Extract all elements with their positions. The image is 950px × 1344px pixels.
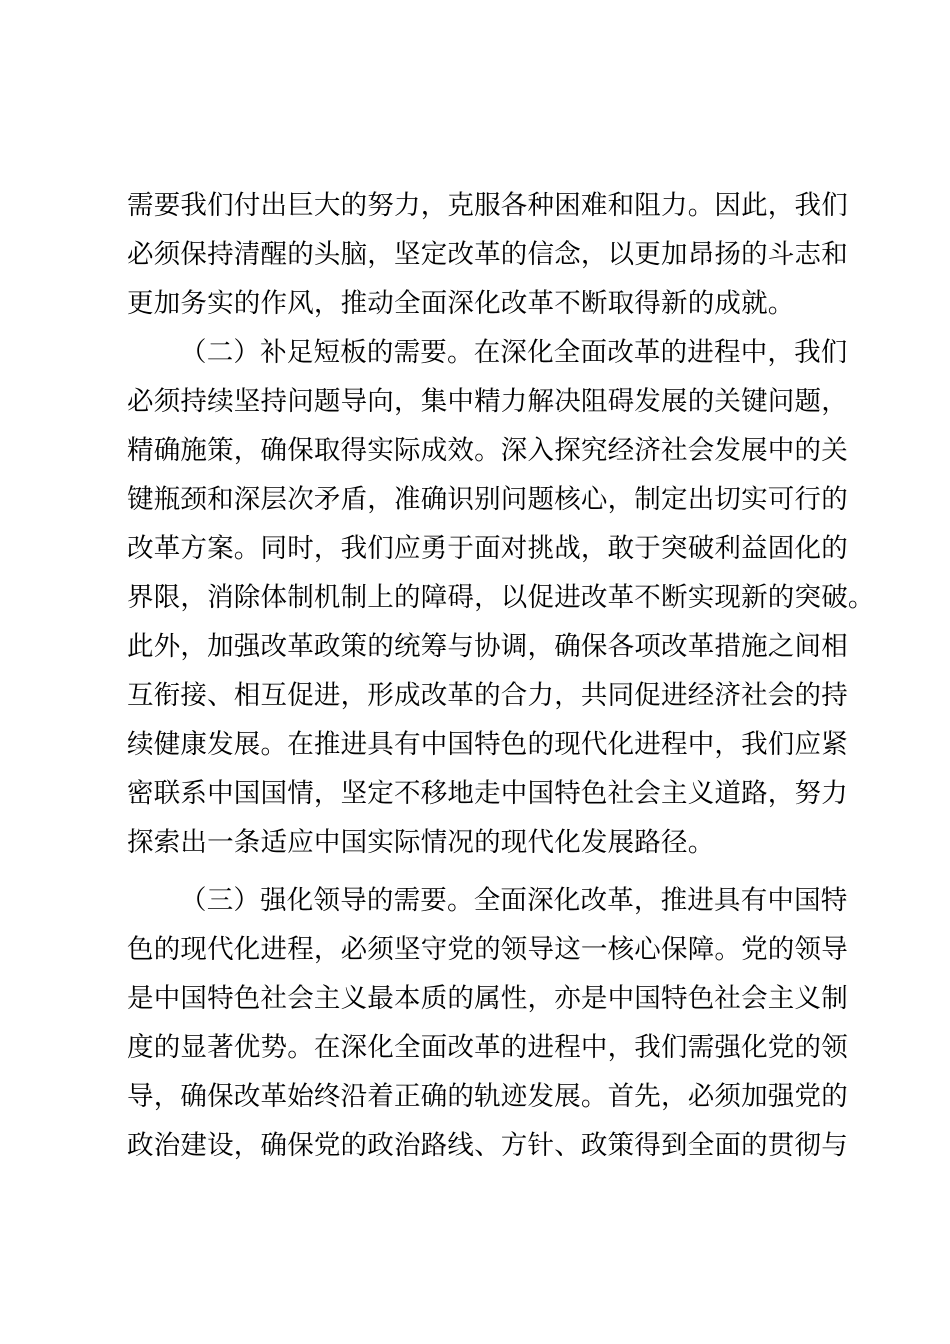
paragraph-heading-2: （二）补足短板的需要。在深化全面改革的进程中，我们	[180, 337, 848, 368]
text-line: 键瓶颈和深层次矛盾，准确识别问题核心，制定出切实可行的	[127, 484, 848, 515]
text-line: 改革方案。同时，我们应勇于面对挑战，敢于突破利益固化的	[127, 533, 848, 564]
text-line: 密联系中国国情，坚定不移地走中国特色社会主义道路，努力	[127, 778, 848, 809]
text-line: 此外，加强改革政策的统筹与协调，确保各项改革措施之间相	[127, 631, 848, 662]
text-line: 探索出一条适应中国实际情况的现代化发展路径。	[127, 827, 715, 858]
paragraph-heading-3: （三）强化领导的需要。全面深化改革，推进具有中国特	[180, 885, 848, 916]
text-line: 互衔接、相互促进，形成改革的合力，共同促进经济社会的持	[127, 680, 848, 711]
text-line: 度的显著优势。在深化全面改革的进程中，我们需强化党的领	[127, 1032, 848, 1063]
text-line: 必须持续坚持问题导向，集中精力解决阻碍发展的关键问题，	[127, 386, 848, 417]
text-line: 导，确保改革始终沿着正确的轨迹发展。首先，必须加强党的	[127, 1081, 848, 1112]
text-line: 政治建设，确保党的政治路线、方针、政策得到全面的贯彻与	[127, 1130, 848, 1161]
text-line: 是中国特色社会主义最本质的属性，亦是中国特色社会主义制	[127, 983, 848, 1014]
text-line: 界限，消除体制机制上的障碍，以促进改革不断实现新的突破。	[127, 582, 875, 613]
text-line: 需要我们付出巨大的努力，克服各种困难和阻力。因此，我们	[127, 190, 848, 221]
text-line: 续健康发展。在推进具有中国特色的现代化进程中，我们应紧	[127, 729, 848, 760]
text-line: 精确施策，确保取得实际成效。深入探究经济社会发展中的关	[127, 435, 848, 466]
text-line: 必须保持清醒的头脑，坚定改革的信念，以更加昂扬的斗志和	[127, 239, 848, 270]
text-line: 更加务实的作风，推动全面深化改革不断取得新的成就。	[127, 288, 795, 319]
text-line: 色的现代化进程，必须坚守党的领导这一核心保障。党的领导	[127, 934, 848, 965]
